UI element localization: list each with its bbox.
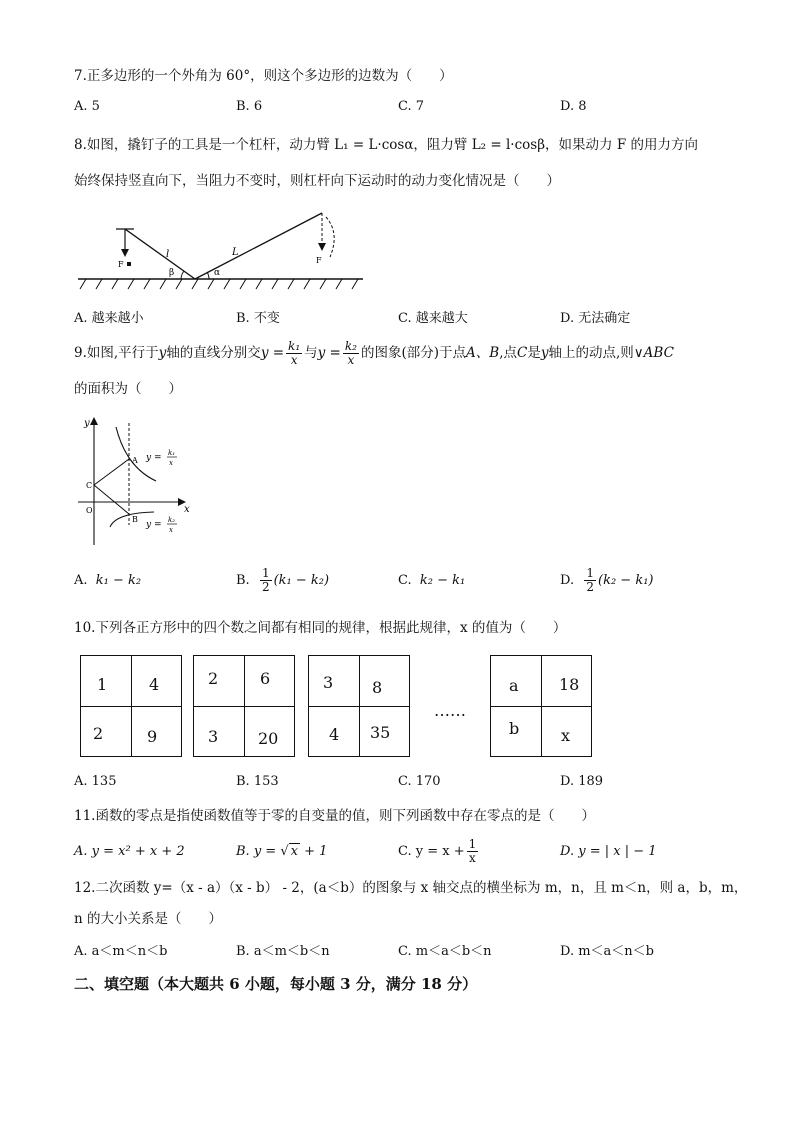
square4-cell-1: a bbox=[509, 676, 519, 695]
q8-option-a: A. 越来越小 bbox=[74, 311, 144, 326]
q8-option-d: D. 无法确定 bbox=[560, 311, 631, 326]
square3-cell-1: 3 bbox=[323, 673, 334, 692]
q7-options bbox=[74, 99, 734, 119]
square1-cell-1: 1 bbox=[97, 675, 108, 694]
q12-stem-line2: n 的大小关系是（ ） bbox=[74, 911, 222, 927]
square4-cell-2: 18 bbox=[559, 675, 580, 694]
number-square-2 bbox=[193, 655, 295, 757]
square3-cell-2: 8 bbox=[372, 678, 383, 697]
q9-options bbox=[74, 566, 734, 596]
square4-cell-4: x bbox=[561, 726, 571, 745]
q12-stem-line1: 12.二次函数 y=（x - a）（x - b） - 2，(a＜b）的图象与 x 轴交点的横坐标为 m，n，且 m＜n，则 a，b，m， bbox=[74, 880, 748, 896]
q11-option-c: C. y = x + $\frac{1}{x}$ bbox=[398, 837, 477, 865]
frac-k2-x: $\frac{\text{k₂}}{x}$ bbox=[344, 339, 357, 367]
number-square-4 bbox=[490, 655, 592, 757]
square2-cell-1: 2 bbox=[208, 669, 219, 688]
frac-k1-x: $\frac{\text{k₁}}{x}$ bbox=[288, 339, 301, 367]
q10-option-a: A. 135 bbox=[74, 774, 117, 789]
q11-option-d: D. y = | x | − 1 bbox=[560, 844, 657, 859]
q9-option-c: C. k₂ − k₁ bbox=[398, 573, 466, 588]
axis-y-label: y bbox=[84, 418, 90, 429]
f2-den: x bbox=[169, 526, 173, 534]
origin-label: O bbox=[86, 506, 93, 515]
square1-cell-2: 4 bbox=[149, 675, 160, 694]
q10-stem: 10.下列各正方形中的四个数之间都有相同的规律，根据此规律，x 的值为（ ） bbox=[74, 620, 567, 636]
axis-x-label: x bbox=[184, 504, 190, 515]
q11-option-b: B. y = √ x + 1 bbox=[236, 843, 328, 859]
lever-figure bbox=[78, 205, 378, 295]
q12-option-b: B. a＜m＜b＜n bbox=[236, 944, 330, 959]
square2-cell-4: 20 bbox=[258, 729, 279, 748]
label-f-left: F bbox=[118, 260, 124, 269]
sequence-ellipsis: …… bbox=[434, 701, 466, 720]
label-f-right: F bbox=[316, 256, 322, 265]
q8-options bbox=[74, 307, 734, 327]
q9-option-b: B. $\frac{1}{2}$ (k₁ − k₂) bbox=[236, 566, 330, 594]
q7-option-d: D. 8 bbox=[560, 99, 587, 114]
square3-cell-4: 35 bbox=[370, 723, 391, 742]
section-heading: 二、填空题（本大题共 6 小题，每小题 3 分，满分 18 分） bbox=[74, 975, 478, 993]
q9-stem-line1: 9.如图,平行于y轴的直线分别交y = $\frac{\text{k₁}}{x}$ 与y = $\frac{\text{k₂}}{x}$ 的图象(部分)于点A、B,点C是y轴上的动点,则∨ABC bbox=[74, 339, 674, 367]
f2-num: k₂ bbox=[168, 516, 176, 524]
f1-lhs: y = bbox=[146, 453, 162, 463]
q10-option-c: C. 170 bbox=[398, 774, 441, 789]
label-alpha: α bbox=[214, 268, 221, 278]
q9-option-a: A. k₁ − k₂ bbox=[74, 573, 142, 588]
hyperbola-figure bbox=[74, 415, 204, 545]
label-L: L bbox=[232, 247, 239, 258]
label-l: l bbox=[166, 249, 170, 260]
q11-options bbox=[74, 835, 734, 869]
q10-option-d: D. 189 bbox=[560, 774, 604, 789]
q12-options bbox=[74, 940, 734, 960]
square2-cell-3: 3 bbox=[208, 727, 219, 746]
q9-option-d: D. $\frac{1}{2}$ (k₂ − k₁) bbox=[560, 566, 654, 594]
q7-option-c: C. 7 bbox=[398, 99, 425, 114]
q8-option-c: C. 越来越大 bbox=[398, 311, 468, 326]
point-a-label: A bbox=[132, 456, 138, 465]
point-b-label: B bbox=[132, 515, 138, 524]
point-c-label: C bbox=[86, 481, 93, 490]
q7-option-a: A. 5 bbox=[74, 99, 100, 114]
f2-lhs: y = bbox=[146, 520, 162, 530]
q7-option-b: B. 6 bbox=[236, 99, 263, 114]
q9-stem-line2: 的面积为（ ） bbox=[74, 381, 182, 397]
square1-cell-4: 9 bbox=[147, 727, 158, 746]
q8-option-b: B. 不变 bbox=[236, 311, 280, 326]
f1-den: x bbox=[169, 459, 173, 467]
number-square-1 bbox=[80, 655, 182, 757]
square3-cell-3: 4 bbox=[329, 725, 340, 744]
q11-option-a: A. y = x² + x + 2 bbox=[74, 844, 185, 859]
q12-option-d: D. m＜a＜n＜b bbox=[560, 944, 654, 959]
q12-option-a: A. a＜m＜n＜b bbox=[74, 944, 168, 959]
q8-stem-line2: 始终保持竖直向下，当阻力不变时，则杠杆向下运动时的动力变化情况是（ ） bbox=[74, 173, 560, 189]
square2-cell-2: 6 bbox=[260, 669, 271, 688]
q12-option-c: C. m＜a＜b＜n bbox=[398, 944, 492, 959]
square1-cell-3: 2 bbox=[93, 724, 104, 743]
f1-num: k₁ bbox=[168, 449, 176, 457]
q7-stem: 7.正多边形的一个外角为 60°，则这个多边形的边数为（ ） bbox=[74, 68, 453, 84]
q10-options bbox=[74, 774, 734, 794]
q10-option-b: B. 153 bbox=[236, 774, 279, 789]
q11-stem: 11.函数的零点是指使函数值等于零的自变量的值，则下列函数中存在零点的是（ ） bbox=[74, 808, 595, 824]
q8-stem-line1: 8.如图，撬钉子的工具是一个杠杆，动力臂 L₁ = L·cosα，阻力臂 L₂ = l·cosβ，如果动力 F 的用力方向 bbox=[74, 137, 698, 153]
number-square-3 bbox=[308, 655, 410, 757]
square4-cell-3: b bbox=[509, 719, 520, 738]
label-beta: β bbox=[169, 268, 175, 278]
